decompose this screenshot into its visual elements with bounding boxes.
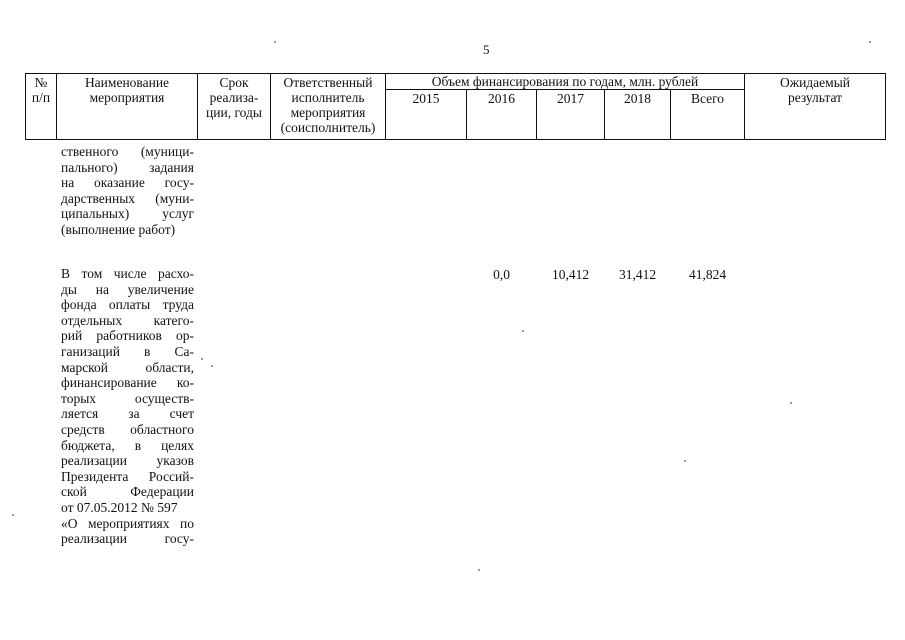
text-line: от 07.05.2012 № 597 — [61, 499, 178, 515]
scan-speck — [12, 514, 14, 516]
value-total: 41,824 — [688, 267, 727, 282]
col-border — [885, 73, 886, 140]
continuation-text — [61, 144, 194, 238]
page-number: 5 — [483, 42, 490, 57]
text-line: рий работников ор- — [61, 328, 194, 344]
text-line: ляется за счет — [61, 406, 194, 422]
text-line: ганизаций в Са- — [61, 343, 194, 359]
text-line: дарственных (муни- — [61, 190, 194, 206]
text-line: бюджета, в целях — [61, 437, 194, 453]
text-line: отдельных катего- — [61, 312, 194, 328]
scan-speck — [201, 358, 203, 360]
text-line: средств областного — [61, 421, 194, 437]
text-line: Президента Россий- — [61, 468, 194, 484]
text-line: марской области, — [61, 359, 194, 375]
text-line: реализации госу- — [61, 531, 194, 547]
text-line: пального) задания — [61, 159, 194, 175]
header-term: Срок реализа- ции, годы — [206, 75, 262, 120]
text-line: ской Федерации — [61, 484, 194, 500]
scan-speck — [478, 569, 480, 571]
header-year-2015: 2015 — [412, 91, 440, 106]
value-2016: 0,0 — [493, 267, 510, 282]
text-line: реализации указов — [61, 453, 194, 469]
scan-speck — [684, 460, 686, 462]
value-2017: 10,412 — [551, 267, 590, 282]
funding-subheader-line — [385, 89, 744, 90]
text-line: ды на увеличение — [61, 281, 194, 297]
item-description — [61, 266, 194, 547]
text-line: торых осуществ- — [61, 390, 194, 406]
header-name: Наименование мероприятия — [84, 75, 170, 105]
header-year-2016: 2016 — [488, 91, 515, 106]
text-line: на оказание госу- — [61, 175, 194, 191]
header-bottom-border — [25, 139, 886, 140]
text-line: ципальных) услуг — [61, 206, 194, 222]
header-result: Ожидаемый результат — [780, 75, 850, 105]
text-line: фонда оплаты труда — [61, 297, 194, 313]
header-year-2017: 2017 — [557, 91, 584, 106]
scan-speck — [211, 365, 213, 367]
header-total: Всего — [690, 91, 725, 106]
text-line: (выполнение работ) — [61, 221, 176, 237]
text-line: финансирование ко- — [61, 375, 194, 391]
scan-speck — [869, 41, 871, 43]
text-line: «О мероприятиях по — [61, 515, 194, 531]
header-responsible: Ответственный исполнитель мероприятия (соисполнитель) — [280, 75, 376, 135]
scan-speck — [522, 330, 524, 332]
header-funding-title: Объем финансирования по годам, млн. рублей — [431, 74, 699, 89]
text-line: ственного (муници- — [61, 144, 194, 159]
header-num: № п/п — [31, 75, 51, 105]
scan-speck — [274, 41, 276, 43]
scan-speck — [790, 402, 792, 404]
text-line: В том числе расхо- — [61, 266, 194, 281]
header-year-2018: 2018 — [624, 91, 651, 106]
value-2018: 31,412 — [618, 267, 657, 282]
